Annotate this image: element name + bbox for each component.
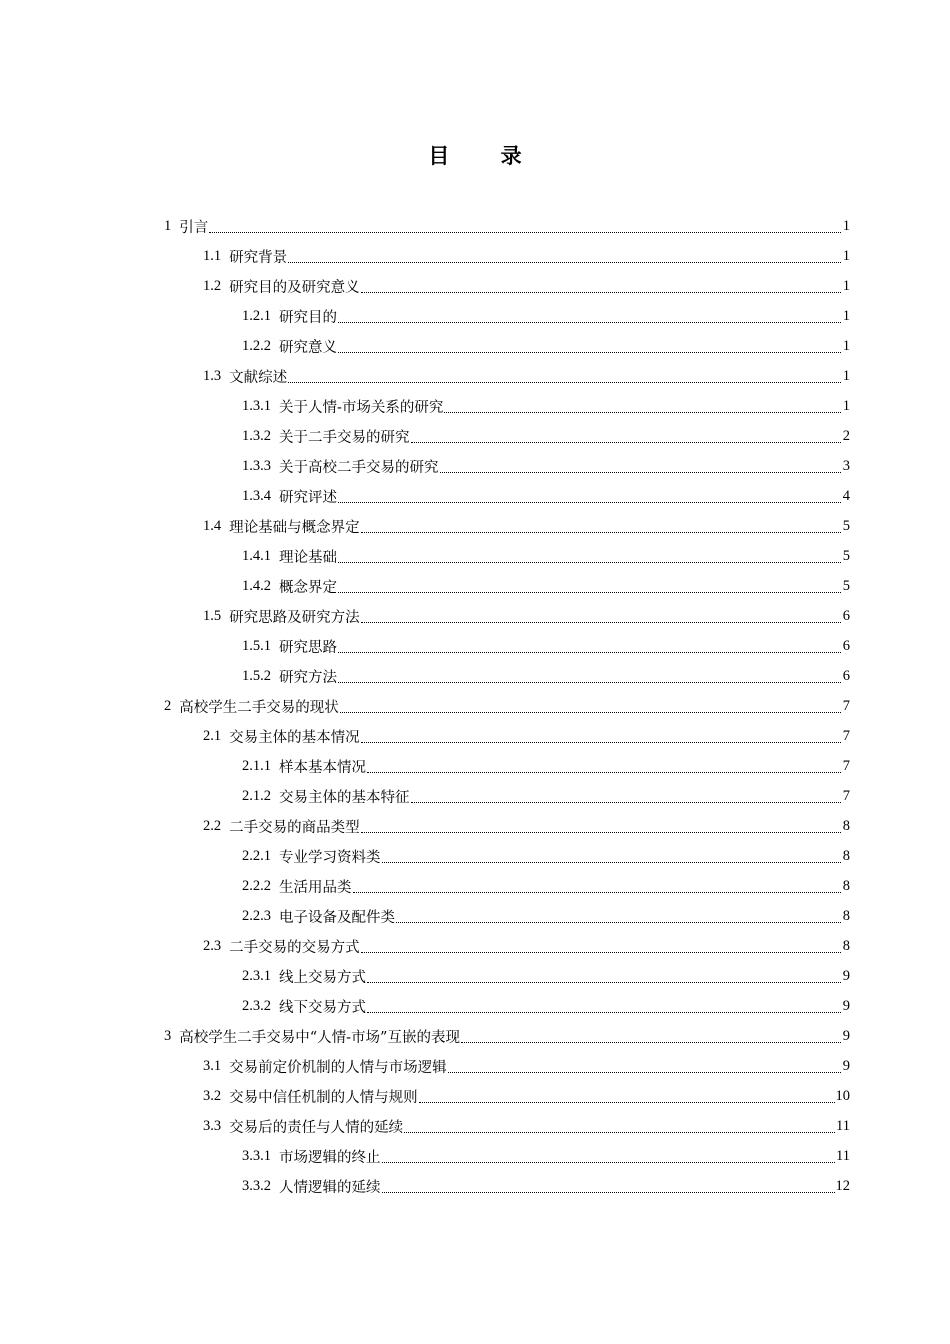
toc-entry-number: 2.3.2	[242, 997, 271, 1014]
toc-entry[interactable]	[0, 601, 950, 631]
toc-leader-dots	[396, 904, 841, 923]
toc-entry-number: 3.3	[203, 1117, 222, 1134]
toc-leader-dots	[367, 964, 841, 983]
toc-entry-title: 交易主体的基本情况	[229, 729, 360, 746]
toc-entry[interactable]	[0, 781, 950, 811]
toc-leader-dots	[361, 934, 841, 953]
toc-entry-number: 1.3	[203, 367, 222, 384]
table-of-contents	[0, 211, 950, 1201]
toc-entry[interactable]	[0, 631, 950, 661]
toc-leader-dots	[419, 1084, 835, 1103]
toc-page-number: 2	[842, 427, 850, 444]
toc-entry-number: 1.3.4	[242, 487, 271, 504]
toc-entry-number: 3.3.2	[242, 1177, 271, 1194]
toc-entry-number: 3.2	[203, 1087, 222, 1104]
toc-page-number: 11	[836, 1147, 850, 1164]
toc-page-number: 1	[842, 307, 850, 324]
toc-entry-number: 1.4	[203, 517, 222, 534]
toc-entry-title: 关于二手交易的研究	[279, 429, 410, 446]
toc-page-number: 9	[842, 1027, 850, 1044]
toc-entry[interactable]	[0, 661, 950, 691]
toc-page-number: 10	[835, 1087, 850, 1104]
toc-page-number: 7	[842, 727, 850, 744]
toc-entry-title: 研究思路及研究方法	[229, 609, 360, 626]
toc-entry-title: 人情逻辑的延续	[279, 1179, 381, 1196]
toc-entry-number: 1.4.1	[242, 547, 271, 564]
toc-leader-dots	[338, 334, 841, 353]
toc-page-number: 1	[842, 397, 850, 414]
toc-leader-dots	[361, 604, 841, 623]
toc-entry-title: 研究思路	[279, 639, 337, 656]
toc-leader-dots	[338, 664, 841, 683]
toc-leader-dots	[338, 304, 841, 323]
toc-entry-title: 专业学习资料类	[279, 849, 381, 866]
toc-entry-title: 电子设备及配件类	[279, 909, 395, 926]
toc-page-number: 1	[842, 337, 850, 354]
toc-entry-number: 1.5.1	[242, 637, 271, 654]
toc-entry[interactable]	[0, 1111, 950, 1141]
toc-entry-number: 2.2.3	[242, 907, 271, 924]
toc-page-number: 8	[842, 877, 850, 894]
toc-entry-title: 二手交易的商品类型	[229, 819, 360, 836]
toc-leader-dots	[361, 274, 841, 293]
toc-page-number: 8	[842, 907, 850, 924]
toc-page-number: 1	[842, 367, 850, 384]
toc-page-number: 5	[842, 547, 850, 564]
toc-entry-title: 研究方法	[279, 669, 337, 686]
toc-entry-title: 概念界定	[279, 579, 337, 596]
toc-entry[interactable]	[0, 961, 950, 991]
toc-leader-dots	[444, 394, 841, 413]
toc-entry-title: 研究意义	[279, 339, 337, 356]
toc-entry-number: 2	[164, 697, 172, 714]
toc-leader-dots	[338, 574, 841, 593]
toc-entry[interactable]	[0, 991, 950, 1021]
toc-page-number: 5	[842, 517, 850, 534]
toc-entry-number: 1.3.3	[242, 457, 271, 474]
toc-page-number: 4	[842, 487, 850, 504]
toc-page-number: 5	[842, 577, 850, 594]
toc-entry[interactable]	[0, 811, 950, 841]
toc-entry[interactable]	[0, 481, 950, 511]
toc-entry-number: 2.1.2	[242, 787, 271, 804]
toc-page-number: 8	[842, 937, 850, 954]
toc-entry-title: 线下交易方式	[279, 999, 366, 1016]
toc-entry-number: 1.3.2	[242, 427, 271, 444]
toc-entry-number: 2.1	[203, 727, 222, 744]
toc-page-number: 6	[842, 637, 850, 654]
toc-leader-dots	[411, 424, 842, 443]
toc-entry-title: 二手交易的交易方式	[229, 939, 360, 956]
toc-entry-number: 2.3	[203, 937, 222, 954]
toc-entry[interactable]	[0, 1081, 950, 1111]
toc-entry[interactable]	[0, 301, 950, 331]
toc-entry-title: 研究背景	[229, 249, 288, 266]
toc-entry[interactable]	[0, 271, 950, 301]
toc-entry[interactable]	[0, 391, 950, 421]
toc-entry-number: 1.2.2	[242, 337, 271, 354]
toc-entry-title: 关于高校二手交易的研究	[279, 459, 439, 476]
toc-entry-number: 3.1	[203, 1057, 222, 1074]
toc-entry-number: 1.1	[203, 247, 222, 264]
toc-page-number: 3	[842, 457, 850, 474]
toc-entry-title: 生活用品类	[279, 879, 352, 896]
toc-leader-dots	[361, 724, 841, 743]
toc-entry[interactable]	[0, 1141, 950, 1171]
toc-entry-title: 线上交易方式	[279, 969, 366, 986]
toc-leader-dots	[448, 1054, 841, 1073]
toc-page-number: 1	[842, 217, 850, 234]
toc-leader-dots	[361, 814, 841, 833]
toc-entry-number: 2.2.1	[242, 847, 271, 864]
toc-leader-dots	[461, 1024, 841, 1043]
toc-page-number: 12	[835, 1177, 850, 1194]
toc-entry-number: 3	[164, 1027, 172, 1044]
toc-entry[interactable]	[0, 1021, 950, 1051]
toc-leader-dots	[404, 1114, 835, 1133]
toc-entry[interactable]	[0, 721, 950, 751]
toc-leader-dots	[411, 784, 842, 803]
toc-leader-dots	[340, 694, 841, 713]
toc-page-number: 8	[842, 817, 850, 834]
toc-entry-number: 1.2	[203, 277, 222, 294]
toc-entry[interactable]	[0, 691, 950, 721]
toc-entry-title: 引言	[179, 219, 209, 236]
toc-entry[interactable]	[0, 841, 950, 871]
toc-entry-number: 3.3.1	[242, 1147, 271, 1164]
toc-leader-dots	[382, 1144, 836, 1163]
toc-entry-number: 2.2	[203, 817, 222, 834]
toc-entry-title: 样本基本情况	[279, 759, 366, 776]
toc-entry-title: 交易前定价机制的人情与市场逻辑	[229, 1059, 447, 1076]
toc-leader-dots	[382, 844, 842, 863]
toc-entry-title: 研究目的	[279, 309, 337, 326]
toc-entry-number: 2.3.1	[242, 967, 271, 984]
toc-entry[interactable]	[0, 571, 950, 601]
toc-page-number: 1	[842, 247, 850, 264]
toc-entry-number: 1.5	[203, 607, 222, 624]
toc-entry-title: 理论基础与概念界定	[229, 519, 360, 536]
toc-leader-dots	[338, 544, 841, 563]
toc-entry[interactable]	[0, 241, 950, 271]
toc-page-number: 9	[842, 1057, 850, 1074]
toc-leader-dots	[209, 214, 841, 233]
toc-page-number: 9	[842, 997, 850, 1014]
toc-entry[interactable]	[0, 541, 950, 571]
toc-leader-dots	[440, 454, 842, 473]
toc-entry[interactable]	[0, 421, 950, 451]
toc-page-number: 7	[842, 757, 850, 774]
toc-entry[interactable]	[0, 211, 950, 241]
toc-entry-number: 1.2.1	[242, 307, 271, 324]
toc-entry-number: 1	[164, 217, 172, 234]
toc-entry-title: 交易后的责任与人情的延续	[229, 1119, 404, 1136]
toc-entry[interactable]	[0, 901, 950, 931]
toc-leader-dots	[361, 514, 841, 533]
toc-entry-number: 2.1.1	[242, 757, 271, 774]
toc-entry-number: 1.3.1	[242, 397, 271, 414]
toc-entry-title: 交易主体的基本特征	[279, 789, 410, 806]
toc-entry[interactable]	[0, 361, 950, 391]
toc-page-number: 7	[842, 697, 850, 714]
toc-page-number: 1	[842, 277, 850, 294]
toc-entry-number: 1.5.2	[242, 667, 271, 684]
toc-entry[interactable]	[0, 751, 950, 781]
toc-leader-dots	[338, 634, 841, 653]
toc-entry[interactable]	[0, 1171, 950, 1201]
toc-page-number: 7	[842, 787, 850, 804]
toc-entry[interactable]	[0, 1051, 950, 1081]
toc-leader-dots	[353, 874, 842, 893]
toc-entry[interactable]	[0, 931, 950, 961]
toc-page-number: 6	[842, 607, 850, 624]
toc-entry[interactable]	[0, 511, 950, 541]
toc-entry[interactable]	[0, 451, 950, 481]
toc-leader-dots	[382, 1174, 835, 1193]
toc-entry-title: 研究评述	[279, 489, 337, 506]
toc-page-number: 11	[836, 1117, 850, 1134]
toc-entry[interactable]	[0, 871, 950, 901]
toc-entry-title: 理论基础	[279, 549, 337, 566]
toc-leader-dots	[338, 484, 841, 503]
toc-leader-dots	[367, 754, 841, 773]
toc-entry-title: 交易中信任机制的人情与规则	[229, 1089, 418, 1106]
toc-entry-title: 市场逻辑的终止	[279, 1149, 381, 1166]
toc-entry[interactable]	[0, 331, 950, 361]
toc-page-number: 6	[842, 667, 850, 684]
toc-entry-title: 高校学生二手交易中“人情-市场”互嵌的表现	[179, 1029, 460, 1046]
toc-entry-number: 2.2.2	[242, 877, 271, 894]
toc-leader-dots	[288, 364, 841, 383]
toc-leader-dots	[288, 244, 841, 263]
toc-entry-title: 文献综述	[229, 369, 288, 386]
toc-page-number: 8	[842, 847, 850, 864]
toc-entry-title: 研究目的及研究意义	[229, 279, 360, 296]
toc-entry-title: 高校学生二手交易的现状	[179, 699, 339, 716]
toc-entry-title: 关于人情-市场关系的研究	[279, 399, 444, 416]
toc-entry-number: 1.4.2	[242, 577, 271, 594]
page-title: 目 录	[428, 144, 544, 168]
toc-page-number: 9	[842, 967, 850, 984]
toc-leader-dots	[367, 994, 841, 1013]
